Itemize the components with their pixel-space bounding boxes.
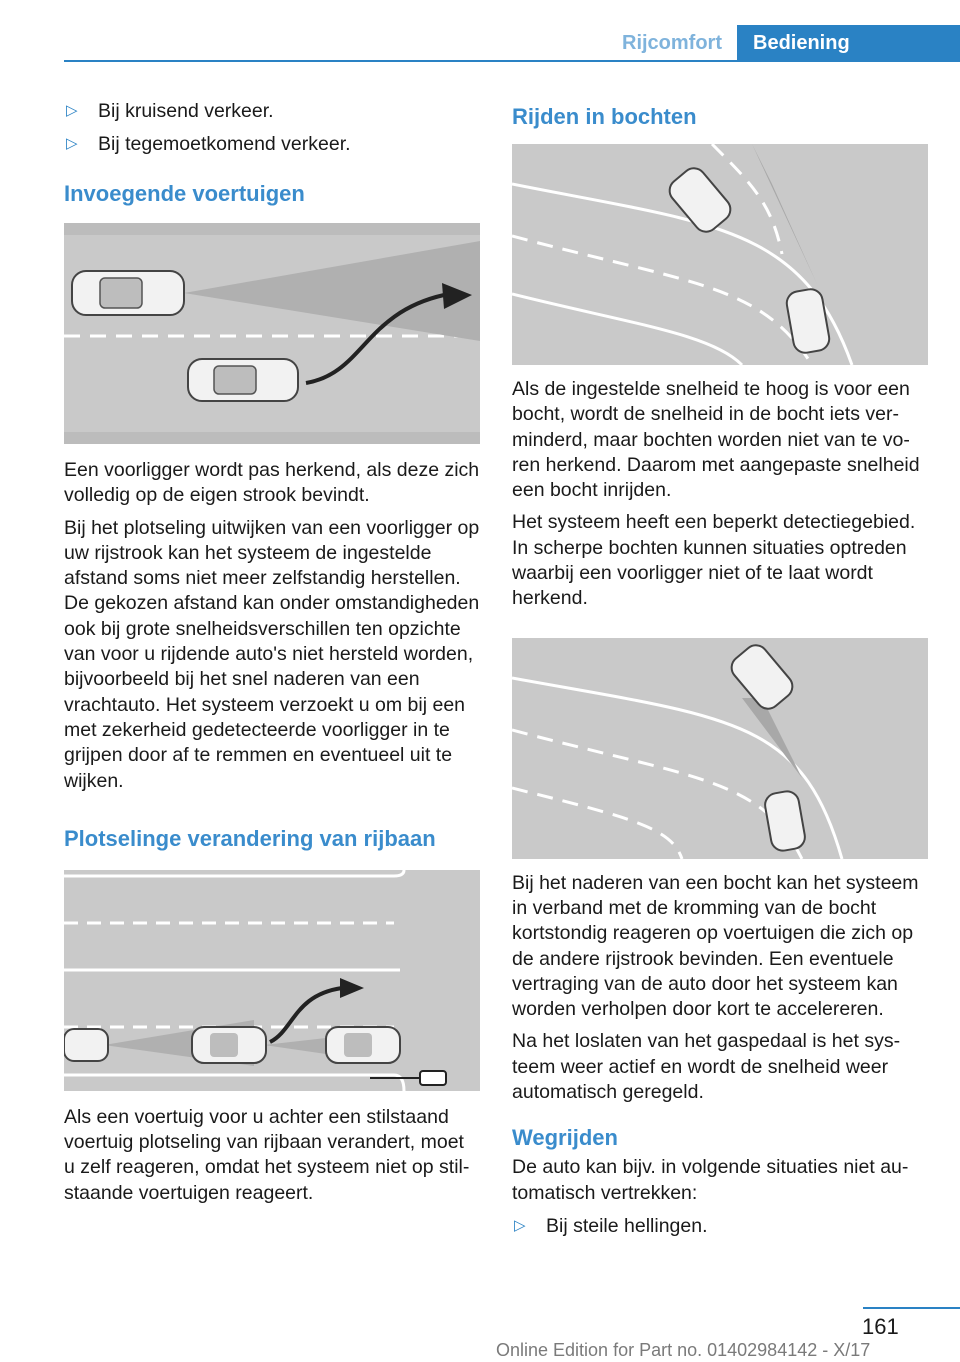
page-number: 161 (862, 1314, 899, 1339)
triangle-bullet-icon: ▷ (514, 1216, 526, 1234)
list-item (64, 131, 480, 157)
car-icon (72, 271, 184, 315)
paragraph: Als een voertuig voor u achter een stilstaand voertuig plotseling van rijbaan verandert, moet u zelf reageren, omdat het systeem niet op stilstaande voertuigen reageert. (64, 1105, 470, 1204)
list-item (64, 98, 480, 124)
paragraph: Een voorligger wordt pas herkend, als deze zich volledig op de eigen strook bevindt. (64, 459, 480, 507)
triangle-bullet-icon: ▷ (66, 102, 78, 119)
section-heading: Wegrijden (512, 1125, 618, 1151)
car-icon (188, 359, 298, 401)
right-column (512, 98, 928, 1246)
curve-adjacent-lane-illustration (512, 638, 928, 859)
section-heading: Rijden in bochten (512, 104, 697, 129)
lane-change-illustration (64, 870, 480, 1091)
list-item (512, 1213, 928, 1239)
traffic-light-icon (420, 1071, 446, 1085)
paragraph: De auto kan bijv. in volgende situaties niet automatisch vertrekken: (512, 1156, 909, 1204)
paragraph: Als de ingestelde snelheid te hoog is voor een bocht, wordt de snelheid in de bocht iets verminderd, maar bochten worden niet van te voren herkend. Daarom met aangepaste snelheid een bocht inrijden. (512, 378, 920, 502)
paragraph: Bij het naderen van een bocht kan het systeem in verband met de kromming van de bocht kortstondig reageren op voertuigen die zich op de andere rijstrook bevinden. Een eventuele vertraging van de auto door het systeem kan worden verholpen door kort te accelereren. (512, 871, 919, 1021)
paragraph: Na het loslaten van het gaspedaal is het systeem weer actief en wordt de snelheid weer automatisch geregeld. (512, 1030, 901, 1104)
bullet-text: Bij kruisend verkeer. (98, 100, 274, 122)
bullet-text: Bij steile hellingen. (546, 1214, 708, 1237)
bullet-text: Bij tegemoetkomend verkeer. (98, 133, 351, 155)
car-icon (192, 1027, 266, 1063)
triangle-bullet-icon: ▷ (66, 135, 78, 152)
left-column (64, 98, 480, 1213)
car-icon (64, 1029, 108, 1061)
footer-rule (863, 1307, 960, 1309)
paragraph: Het systeem heeft een beperkt detectiegebied. In scherpe bochten kunnen situaties optreden waarbij een voorligger niet of te laat wordt herkend. (512, 511, 916, 610)
curve-driving-illustration (512, 144, 928, 365)
section-heading: Invoegende voertuigen (64, 181, 305, 206)
chapter-tab[interactable]: Bediening (737, 25, 960, 61)
section-tab[interactable]: Rijcomfort (622, 32, 722, 54)
edition-footer: Online Edition for Part no. 01402984142 - X/17 (496, 1340, 871, 1360)
paragraph: Bij het plotseling uitwijken van een voorligger op uw rijstrook kan het systeem de ingestelde afstand soms niet meer zelfstandig herstellen. De gekozen afstand kan onder omstandigheden ook bij grote snelheidsverschillen ten opzichte van voor u rijdende auto's niet hersteld worden, bijvoorbeeld bij het snel naderen van een vrachtauto. Het systeem verzoekt u om bij een met zekerheid gedetecteerde voorligger in te grijpen door af te remmen en eventueel uit te wijken. (64, 516, 480, 792)
merging-vehicle-illustration (64, 223, 480, 444)
section-heading: Plotselinge verandering van rijbaan (64, 825, 436, 851)
car-icon (326, 1027, 400, 1063)
